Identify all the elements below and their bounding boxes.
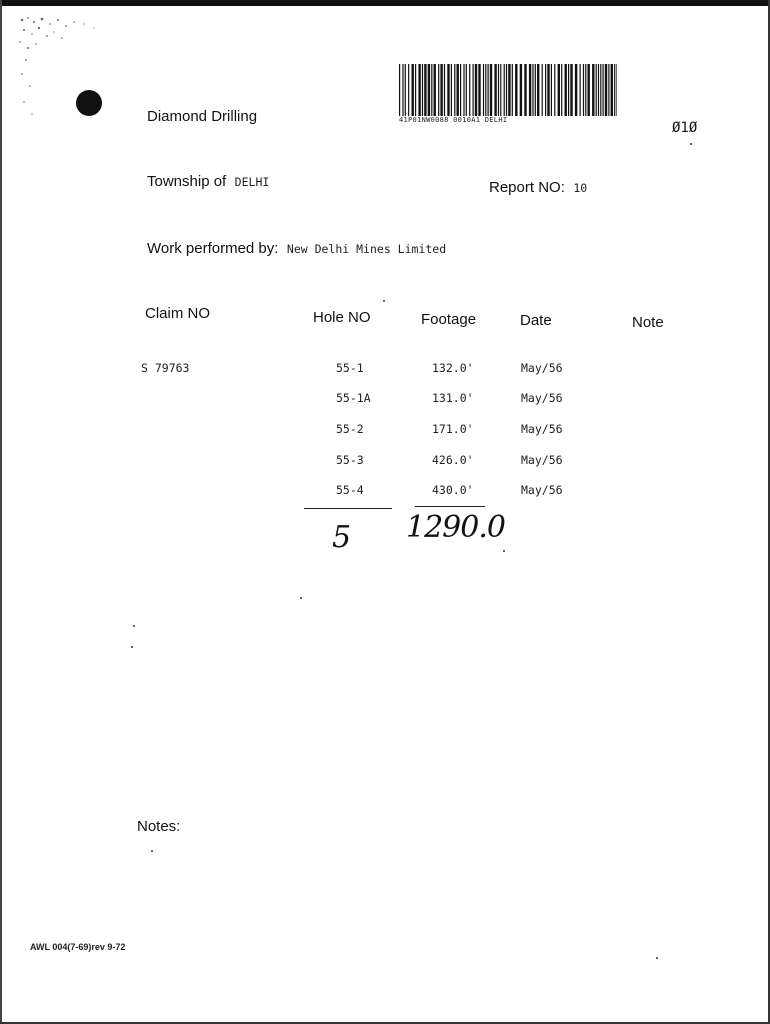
date-value: May/56	[521, 453, 563, 467]
date-value: May/56	[521, 361, 563, 375]
column-header-footage: Footage	[421, 311, 477, 328]
work-performed-value: New Delhi Mines Limited	[286, 242, 447, 256]
report-label: Report NO:	[489, 179, 565, 196]
footage-value: 171.0'	[432, 422, 474, 436]
footage-value: 426.0'	[432, 453, 474, 467]
barcode-graphic	[399, 64, 617, 116]
scan-dot	[690, 143, 692, 145]
form-title: Diamond Drilling	[147, 108, 258, 125]
township-value: DELHI	[234, 175, 270, 189]
column-header-note: Note	[632, 314, 664, 331]
column-header-claim: Claim NO	[145, 305, 211, 322]
scan-dot	[383, 300, 385, 302]
hole-number: 55-1A	[336, 391, 371, 405]
work-performed-line	[147, 240, 446, 258]
date-value: May/56	[521, 422, 563, 436]
total-rule-footage	[415, 506, 485, 507]
punch-hole-mark	[76, 90, 102, 116]
report-value: 10	[573, 181, 588, 195]
hole-number: 55-2	[336, 422, 364, 436]
scan-edge-top	[0, 0, 770, 6]
hole-number: 55-3	[336, 453, 364, 467]
handwritten-total-holes: 5	[332, 520, 352, 555]
footage-value: 430.0'	[432, 483, 474, 497]
notes-label: Notes:	[137, 818, 181, 835]
column-header-date: Date	[520, 312, 552, 329]
form-footer-code: AWL 004(7-69)rev 9-72	[30, 942, 126, 952]
date-value: May/56	[521, 483, 563, 497]
scan-dot	[503, 550, 505, 552]
document-number: Ø1Ø	[672, 120, 698, 136]
scan-dot	[300, 597, 302, 599]
scan-dot	[656, 957, 658, 959]
scan-dot	[151, 850, 153, 852]
scan-dot	[131, 646, 133, 648]
total-rule-holes	[304, 508, 392, 509]
column-header-hole: Hole NO	[313, 309, 371, 326]
scan-noise-speckle	[14, 14, 104, 134]
township-label: Township of	[147, 173, 227, 190]
hole-number: 55-4	[336, 483, 364, 497]
work-performed-label: Work performed by:	[147, 240, 279, 257]
footage-value: 132.0'	[432, 361, 474, 375]
township-line	[147, 173, 269, 191]
scan-dot	[133, 625, 135, 627]
scan-edge-left	[0, 0, 2, 1024]
claim-number: S 79763	[141, 361, 190, 375]
handwritten-total-footage: 1290.0	[406, 510, 505, 545]
footage-value: 131.0'	[432, 391, 474, 405]
barcode-caption: 41P01NW0088 0010A1 DELHI	[399, 116, 508, 124]
report-line	[489, 179, 587, 197]
hole-number: 55-1	[336, 361, 364, 375]
date-value: May/56	[521, 391, 563, 405]
